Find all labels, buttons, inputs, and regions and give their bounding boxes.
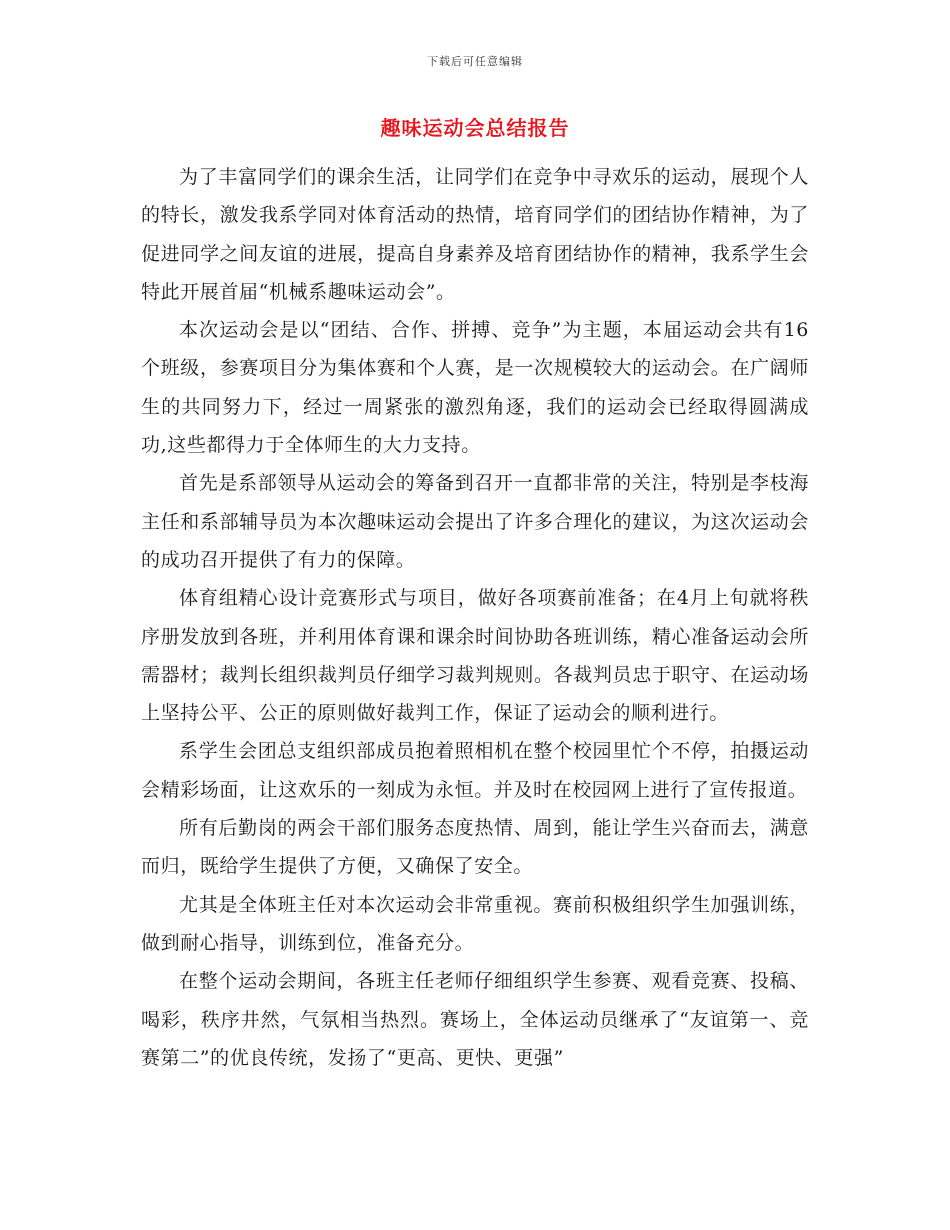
paragraph-6: 所有后勤岗的两会干部们服务态度热情、周到，能让学生兴奋而去，满意而归，既给学生提供了方便，又确保了安全。: [141, 817, 809, 878]
document-body: [141, 158, 809, 1077]
document-title: 趣味运动会总结报告: [380, 116, 570, 140]
paragraph-2: 本次运动会是以“团结、合作、拼搏、竞争”为主题，本届运动会共有16个班级，参赛项目分为集体赛和个人赛，是一次规模较大的运动会。在广阔师生的共同努力下，经过一周紧张的激烈角逐，我们的运动会已经取得圆满成功,这些都得力于全体师生的大力支持。: [141, 319, 809, 457]
paragraph-3: 首先是系部领导从运动会的筹备到召开一直都非常的关注，特别是李枝海主任和系部辅导员为本次趣味运动会提出了许多合理化的建议，为这次运动会的成功召开提供了有力的保障。: [141, 472, 809, 571]
paragraph-7: 尤其是全体班主任对本次运动会非常重视。赛前积极组织学生加强训练，做到耐心指导，训练到位，准备充分。: [141, 893, 809, 954]
paragraph-4: 体育组精心设计竞赛形式与项目，做好各项赛前准备；在4月上旬就将秩序册发放到各班，并利用体育课和课余时间协助各班训练，精心准备运动会所需器材；裁判长组织裁判员仔细学习裁判规则。各裁判员忠于职守、在运动场上坚持公平、公正的原则做好裁判工作，保证了运动会的顺利进行。: [141, 587, 809, 725]
paragraph-5: 系学生会团总支组织部成员抱着照相机在整个校园里忙个不停，拍摄运动会精彩场面，让这欢乐的一刻成为永恒。并及时在校园网上进行了宣传报道。: [141, 740, 809, 801]
paragraph-8: 在整个运动会期间，各班主任老师仔细组织学生参赛、观看竞赛、投稿、喝彩，秩序井然，气氛相当热烈。赛场上，全体运动员继承了“友谊第一、竞赛第二”的优良传统，发扬了“更高、更快、更强”: [141, 970, 809, 1069]
page-header-note: 下载后可任意编辑: [427, 55, 523, 68]
paragraph-1: 为了丰富同学们的课余生活，让同学们在竞争中寻欢乐的运动，展现个人的特长，激发我系学同对体育活动的热情，培育同学们的团结协作精神，为了促进同学之间友谊的进展，提高自身素养及培育团结协作的精神，我系学生会特此开展首届“机械系趣味运动会”。: [141, 166, 809, 303]
